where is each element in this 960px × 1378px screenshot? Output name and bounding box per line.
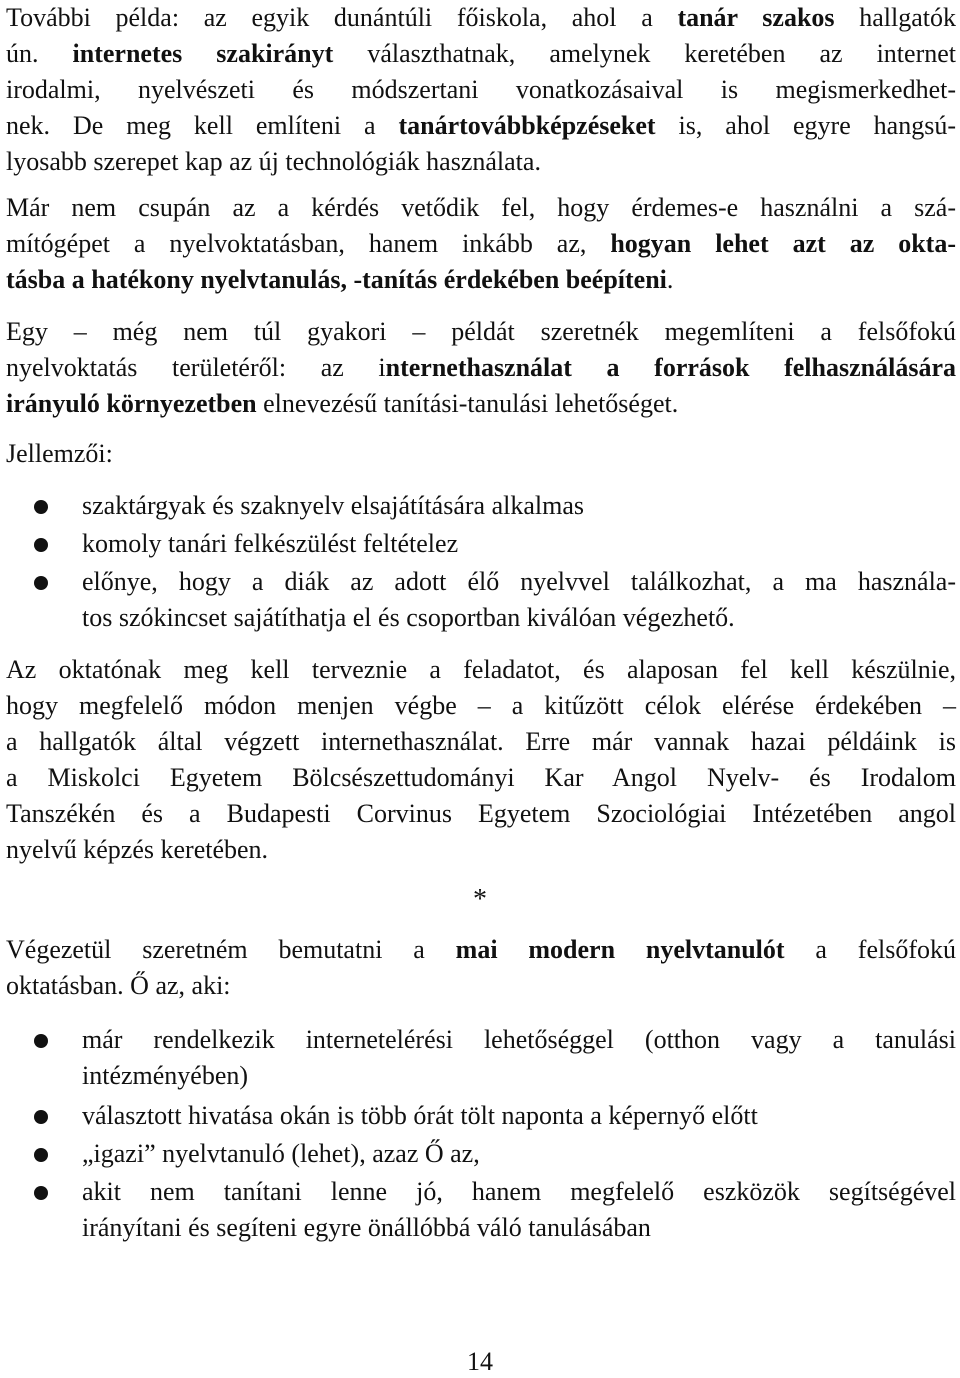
bullet-icon — [34, 500, 48, 514]
text-line: irányuló környezetben elnevezésű tanítási-tanulási lehetőséget. — [6, 389, 679, 418]
list-item-text: „igazi” nyelvtanuló (lehet), azaz Ő az, — [82, 1139, 480, 1168]
text-line: tásba a hatékony nyelvtanulás, -tanítás érdekében beépíteni. — [6, 265, 674, 294]
paragraph-2 — [6, 190, 956, 298]
text-line: oktatásban. Ő az, aki: — [6, 971, 231, 1000]
text-line: Már nem csupán az a kérdés vetődik fel, hogy érdemes-e használni a szá- — [6, 193, 956, 222]
text-line: nyelvű képzés keretében. — [6, 835, 269, 864]
text-line: nyelvoktatás területéről: az internethasználat a források felhasználására — [6, 353, 956, 382]
text-line: mítógépet a nyelvoktatásban, hanem inkább az, hogyan lehet azt az okta- — [6, 229, 956, 258]
list-item — [0, 1136, 960, 1174]
text-line: lyosabb szerepet kap az új technológiák használata. — [6, 147, 541, 176]
list-item — [0, 1174, 960, 1250]
bullet-list-2 — [0, 1022, 960, 1250]
list-item-text: komoly tanári felkészülést feltételez — [82, 529, 459, 558]
text-line: Tanszékén és a Budapesti Corvinus Egyetem Szociológiai Intézetében angol — [6, 799, 956, 828]
section-separator: * — [473, 884, 487, 915]
list-item — [0, 1022, 960, 1098]
list-item — [0, 1098, 960, 1136]
text-line: hogy megfelelő módon menjen végbe – a kitűzött célok elérése érdekében – — [6, 691, 956, 720]
text-line: Jellemzői: — [6, 439, 113, 468]
bullet-icon — [34, 1110, 48, 1124]
list-item-text: irányítani és segíteni egyre önállóbbá váló tanulásában — [82, 1213, 651, 1242]
list-item-text: akit nem tanítani lenne jó, hanem megfelelő eszközök segítségével — [82, 1177, 956, 1206]
text-line: További példa: az egyik dunántúli főiskola, ahol a tanár szakos hallgatók — [6, 3, 956, 32]
paragraph-3 — [6, 314, 956, 422]
list-item-text: már rendelkezik internetelérési lehetőséggel (otthon vagy a tanulási — [82, 1025, 956, 1054]
paragraph-1 — [6, 0, 956, 180]
text-line: a hallgatók által végzett internethasználat. Erre már vannak hazai példáink is — [6, 727, 956, 756]
text-line: Egy – még nem túl gyakori – példát szeretnék megemlíteni a felsőfokú — [6, 317, 956, 346]
bullet-icon — [34, 1034, 48, 1048]
list-item — [0, 564, 960, 640]
bullet-icon — [34, 538, 48, 552]
text-line: ún. internetes szakirányt választhatnak, amelynek keretében az internet — [6, 39, 956, 68]
list-item-text: előnye, hogy a diák az adott élő nyelvvel találkozhat, a ma használa- — [82, 567, 956, 596]
list-item-text: választott hivatása okán is több órát tölt naponta a képernyő előtt — [82, 1101, 758, 1130]
text-line: irodalmi, nyelvészeti és módszertani vonatkozásaival is megismerkedhet- — [6, 75, 956, 104]
text-line: nek. De meg kell említeni a tanártovábbképzéseket is, ahol egyre hangsú- — [6, 111, 956, 140]
paragraph-jellemzoi — [6, 436, 956, 472]
bullet-icon — [34, 576, 48, 590]
text-line: Végezetül szeretném bemutatni a mai modern nyelvtanulót a felsőfokú — [6, 935, 956, 964]
page-number: 14 — [467, 1347, 493, 1376]
text-line: Az oktatónak meg kell terveznie a feladatot, és alaposan fel kell készülnie, — [6, 655, 956, 684]
paragraph-6 — [6, 932, 956, 1004]
list-item-text: intézményében) — [82, 1061, 249, 1090]
text-line: a Miskolci Egyetem Bölcsészettudományi Kar Angol Nyelv- és Irodalom — [6, 763, 956, 792]
bullet-icon — [34, 1148, 48, 1162]
bullet-list-1 — [0, 488, 960, 640]
list-item-text: tos szókincset sajátíthatja el és csoportban kiválóan végezhető. — [82, 603, 735, 632]
list-item — [0, 526, 960, 564]
list-item-text: szaktárgyak és szaknyelv elsajátítására alkalmas — [82, 491, 584, 520]
list-item — [0, 488, 960, 526]
paragraph-5 — [6, 652, 956, 868]
bullet-icon — [34, 1186, 48, 1200]
